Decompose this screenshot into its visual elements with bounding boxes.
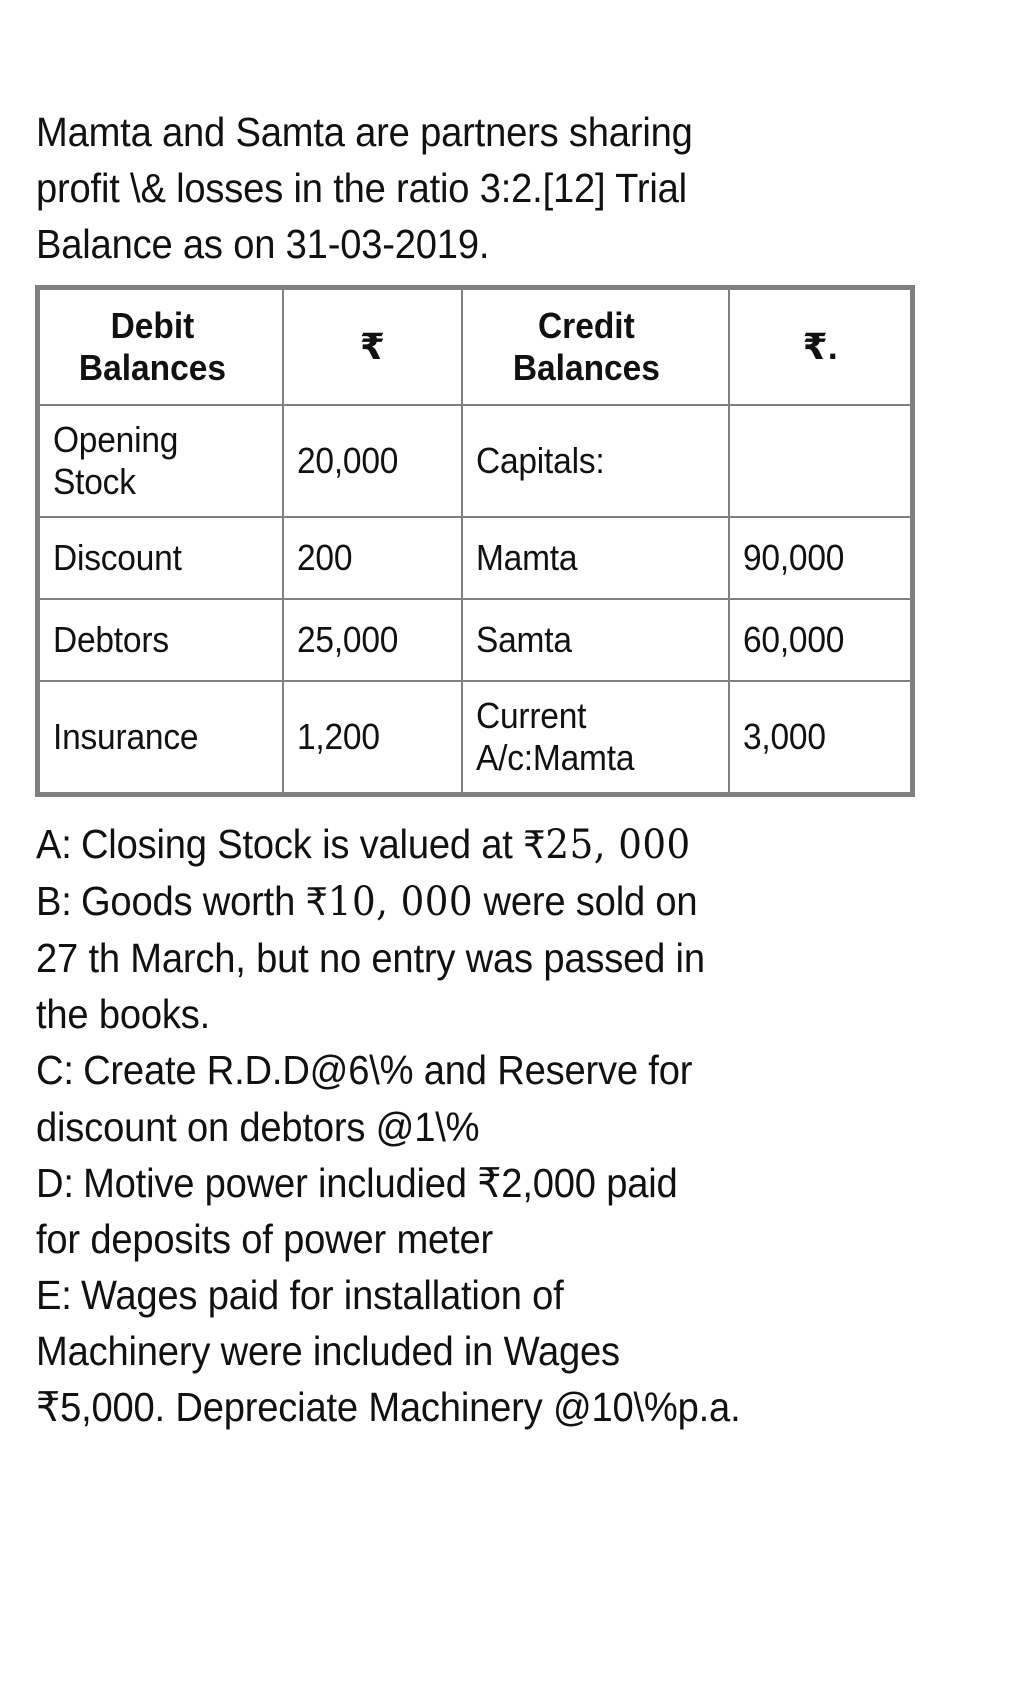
adjustment-label: A: bbox=[36, 821, 72, 868]
adjustment-line: for deposits of power meter bbox=[36, 1215, 493, 1262]
adjustment-text: Create R.D.D@6\% and Reserve for bbox=[83, 1047, 693, 1094]
adjustment-line: Machinery were included in Wages bbox=[36, 1328, 620, 1375]
adjustment-text: Goods worth bbox=[80, 878, 306, 925]
adjustments-list bbox=[36, 816, 956, 1435]
intro-line: Balance as on 31-03-2019. bbox=[36, 221, 490, 268]
adjustment-text: Motive power includied ₹2,000 paid bbox=[83, 1159, 678, 1206]
column-header-debit-balances: Debit Balances bbox=[39, 289, 266, 405]
adjustment-line: discount on debtors @1\% bbox=[36, 1103, 480, 1150]
intro-line: Mamta and Samta are partners sharing bbox=[36, 109, 693, 155]
adjustment-line bbox=[36, 1155, 892, 1211]
adjustment-item-a bbox=[36, 816, 956, 873]
adjustment-label: E: bbox=[36, 1272, 72, 1318]
table-row bbox=[39, 599, 911, 681]
adjustment-line: 27 th March, but no entry was passed in bbox=[36, 935, 705, 982]
table-header-row bbox=[39, 289, 911, 405]
cell-credit-particular: Mamta bbox=[462, 517, 711, 599]
intro-line: profit \& losses in the ratio 3:2.[12] Trial bbox=[36, 165, 687, 212]
cell-credit-particular: Current A/c:Mamta bbox=[462, 681, 711, 793]
adjustment-amount: 25, 000 bbox=[545, 822, 691, 869]
adjustment-item-c bbox=[36, 1042, 956, 1154]
cell-credit-amount: 3,000 bbox=[729, 681, 898, 793]
intro-paragraph bbox=[36, 104, 873, 272]
adjustment-line bbox=[36, 1042, 892, 1098]
adjustment-label: C: bbox=[36, 1047, 74, 1094]
cell-debit-particular: Debtors bbox=[39, 599, 266, 681]
cell-credit-amount bbox=[729, 405, 898, 517]
table-row bbox=[39, 517, 911, 599]
adjustment-line bbox=[36, 816, 892, 873]
cell-debit-particular: Insurance bbox=[39, 681, 266, 793]
cell-debit-particular: Opening Stock bbox=[39, 405, 266, 517]
adjustment-text: Wages paid for installation of bbox=[80, 1272, 564, 1318]
adjustment-item-d bbox=[36, 1155, 956, 1267]
cell-debit-amount: 20,000 bbox=[283, 405, 449, 517]
adjustment-line: ₹5,000. Depreciate Machinery @10\%p.a. bbox=[36, 1384, 741, 1431]
cell-credit-particular: Capitals: bbox=[462, 405, 711, 517]
cell-credit-amount: 90,000 bbox=[729, 517, 898, 599]
cell-debit-particular: Discount bbox=[39, 517, 266, 599]
adjustment-label: B: bbox=[36, 878, 72, 925]
table-row bbox=[39, 681, 911, 793]
cell-debit-amount: 1,200 bbox=[283, 681, 449, 793]
column-header-credit-amount: ₹. bbox=[729, 289, 911, 405]
table-header bbox=[39, 289, 911, 405]
adjustment-line bbox=[36, 1267, 892, 1323]
adjustment-item-e bbox=[36, 1267, 956, 1435]
cell-debit-amount: 200 bbox=[283, 517, 449, 599]
adjustment-line: the books. bbox=[36, 991, 211, 1038]
rupee-symbol: ₹ bbox=[523, 825, 546, 868]
cell-credit-particular: Samta bbox=[462, 599, 711, 681]
adjustment-text: Closing Stock is valued at bbox=[80, 821, 524, 868]
adjustment-label: D: bbox=[36, 1159, 74, 1206]
rupee-symbol: ₹ bbox=[305, 882, 328, 925]
adjustment-amount: 10, 000 bbox=[327, 879, 474, 926]
table-row bbox=[39, 405, 911, 517]
trial-balance-table bbox=[38, 288, 912, 794]
adjustment-text-tail: were sold on bbox=[473, 878, 698, 925]
column-header-debit-amount: ₹ bbox=[283, 289, 462, 405]
table-body bbox=[39, 405, 911, 793]
adjustment-line bbox=[36, 873, 892, 930]
cell-credit-amount: 60,000 bbox=[729, 599, 898, 681]
column-header-credit-balances: Credit Balances bbox=[462, 289, 711, 405]
adjustment-item-b bbox=[36, 873, 956, 1042]
cell-debit-amount: 25,000 bbox=[283, 599, 449, 681]
